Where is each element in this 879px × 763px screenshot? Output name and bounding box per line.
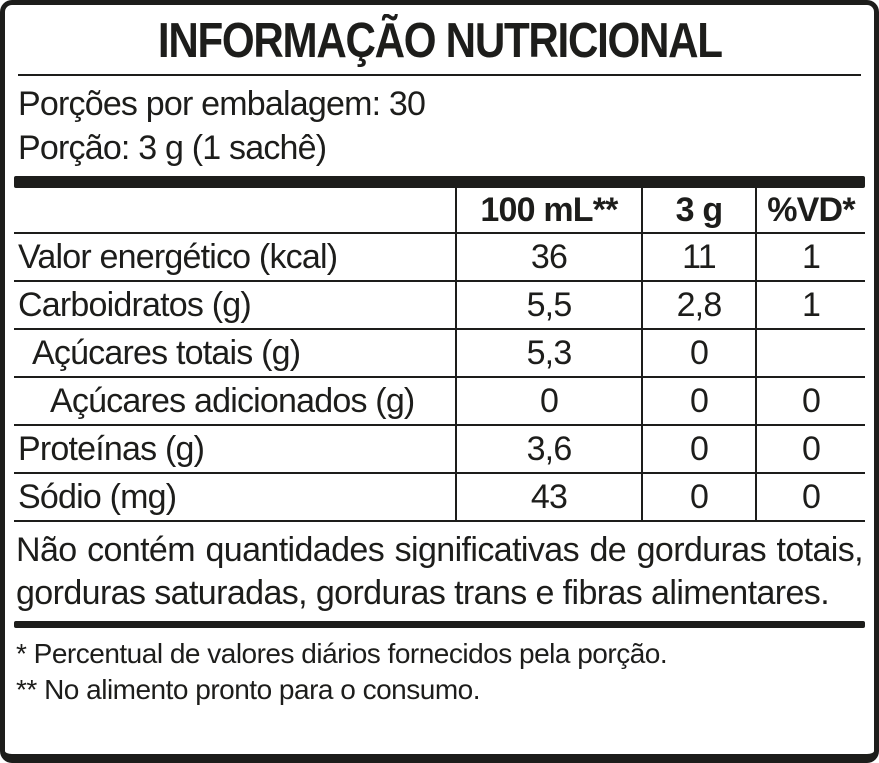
row-proteinas-label: Proteínas (g) <box>14 426 455 474</box>
section-divider-bar-top <box>14 176 865 188</box>
row-acucares-adicionados-pct-vd: 0 <box>755 378 865 426</box>
row-carboidratos-per-100ml: 5,5 <box>455 282 641 330</box>
row-sodio-per-3g: 0 <box>641 474 755 522</box>
row-acucares-totais-per-3g: 0 <box>641 330 755 378</box>
row-valor-energetico-per-100ml: 36 <box>455 234 641 282</box>
servings-per-package: Porções por embalagem: 30 <box>18 85 426 123</box>
header-nutrient-blank <box>14 188 455 234</box>
serving-info <box>14 76 865 170</box>
row-carboidratos-pct-vd: 1 <box>755 282 865 330</box>
label-title-text: INFORMAÇÃO NUTRICIONAL <box>157 14 722 68</box>
row-acucares-totais-label: Açúcares totais (g) <box>14 330 455 378</box>
row-acucares-totais-per-100ml: 5,3 <box>455 330 641 378</box>
footnote-pct-vd: * Percentual de valores diários fornecidos pela porção. <box>16 638 668 669</box>
row-valor-energetico-pct-vd: 1 <box>755 234 865 282</box>
row-valor-energetico-per-3g: 11 <box>641 234 755 282</box>
row-acucares-adicionados-per-100ml: 0 <box>455 378 641 426</box>
row-carboidratos-label: Carboidratos (g) <box>14 282 455 330</box>
footnote-prepared-food: ** No alimento pronto para o consumo. <box>16 674 480 705</box>
label-title <box>14 9 865 71</box>
row-acucares-adicionados-label: Açúcares adicionados (g) <box>14 378 455 426</box>
row-proteinas-per-100ml: 3,6 <box>455 426 641 474</box>
row-proteinas-pct-vd: 0 <box>755 426 865 474</box>
no-significant-amounts-note: Não contém quantidades significativas de gorduras totais, gorduras saturadas, gorduras trans e fibras alimentares. <box>16 531 863 612</box>
row-acucares-adicionados-per-3g: 0 <box>641 378 755 426</box>
header-per-3g: 3 g <box>641 188 755 234</box>
row-sodio-per-100ml: 43 <box>455 474 641 522</box>
nutrition-table <box>14 188 865 522</box>
serving-size: Porção: 3 g (1 sachê) <box>18 129 327 167</box>
header-pct-vd: %VD* <box>755 188 865 234</box>
footnotes <box>14 628 865 708</box>
header-per-100ml: 100 mL** <box>455 188 641 234</box>
row-valor-energetico-label: Valor energético (kcal) <box>14 234 455 282</box>
row-sodio-pct-vd: 0 <box>755 474 865 522</box>
section-divider-bar-bottom <box>14 621 865 628</box>
row-sodio-label: Sódio (mg) <box>14 474 455 522</box>
row-carboidratos-per-3g: 2,8 <box>641 282 755 330</box>
row-proteinas-per-3g: 0 <box>641 426 755 474</box>
row-acucares-totais-pct-vd <box>755 330 865 378</box>
